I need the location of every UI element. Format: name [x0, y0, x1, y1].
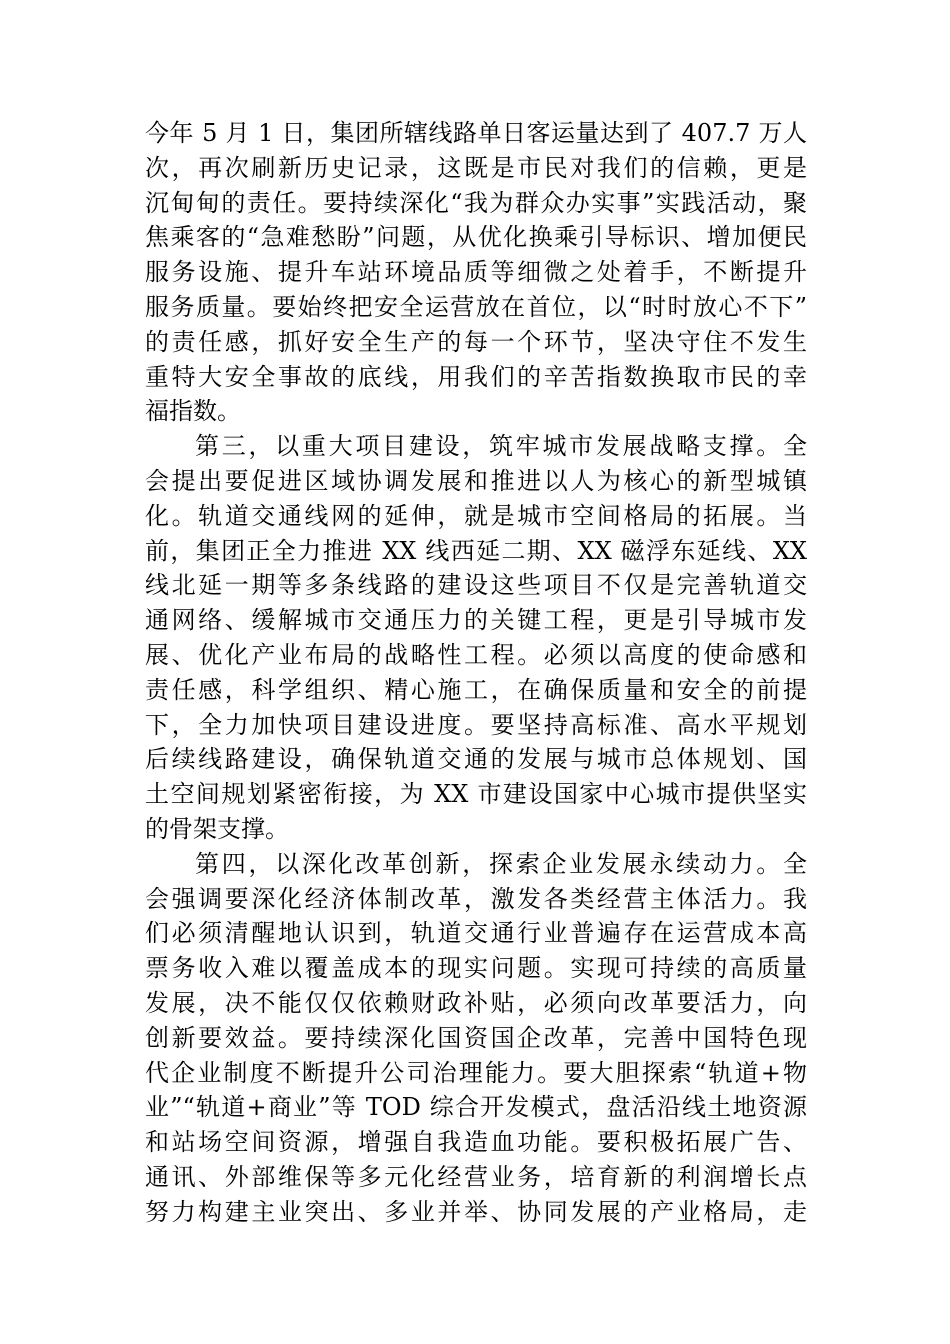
text-line: 焦乘客的“急难愁盼”问题，从优化换乘引导标识、增加便民 [145, 223, 807, 252]
text-line: 服务质量。要始终把安全运营放在首位，以“时时放心不下” [145, 292, 807, 321]
text-line: 沉甸甸的责任。要持续深化“我为群众办实事”实践活动，聚 [145, 188, 807, 217]
text-line: 展、优化产业布局的战略性工程。必须以高度的使命感和 [145, 640, 807, 669]
text-line: 责任感，科学组织、精心施工，在确保质量和安全的前提 [145, 675, 807, 704]
text-line: 福指数。 [145, 397, 241, 426]
text-line: 线北延一期等多条线路的建设这些项目不仅是完善轨道交 [145, 571, 807, 600]
document-page [145, 116, 807, 1230]
text-line: 通网络、缓解城市交通压力的关键工程，更是引导城市发 [145, 606, 807, 635]
text-line: 后续线路建设，确保轨道交通的发展与城市总体规划、国 [145, 745, 807, 774]
text-line: 和站场空间资源，增强自我造血功能。要积极拓展广告、 [145, 1128, 807, 1157]
text-line: 今年 5 月 1 日，集团所辖线路单日客运量达到了 407.7 万人 [145, 119, 807, 147]
text-line: 重特大安全事故的底线，用我们的辛苦指数换取市民的幸 [145, 362, 807, 391]
text-line: 业”“轨道+商业”等 TOD 综合开发模式，盘活沿线土地资源 [145, 1093, 807, 1122]
text-line: 的骨架支撑。 [145, 814, 289, 843]
text-line: 第四，以深化改革创新，探索企业发展永续动力。全 [195, 849, 807, 878]
text-line: 化。轨道交通线网的延伸，就是城市空间格局的拓展。当 [145, 501, 807, 530]
text-line: 会提出要促进区域协调发展和推进以人为核心的新型城镇 [145, 466, 807, 495]
text-line: 发展，决不能仅仅依赖财政补贴，必须向改革要活力，向 [145, 988, 807, 1017]
paragraph-service-quality [145, 116, 807, 429]
paragraph-third-point [145, 429, 807, 847]
text-line: 下，全力加快项目建设进度。要坚持高标准、高水平规划 [145, 710, 807, 739]
text-line: 会强调要深化经济体制改革，激发各类经营主体活力。我 [145, 884, 807, 913]
text-line: 票务收入难以覆盖成本的现实问题。实现可持续的高质量 [145, 954, 807, 983]
text-line: 前，集团正全力推进 XX 线西延二期、XX 磁浮东延线、XX [145, 536, 807, 565]
text-line: 代企业制度不断提升公司治理能力。要大胆探索“轨道+物 [145, 1058, 807, 1087]
text-line: 土空间规划紧密衔接，为 XX 市建设国家中心城市提供坚实 [145, 780, 807, 809]
text-line: 创新要效益。要持续深化国资国企改革，完善中国特色现 [145, 1023, 807, 1052]
text-line: 服务设施、提升车站环境品质等细微之处着手，不断提升 [145, 258, 807, 287]
text-line: 第三，以重大项目建设，筑牢城市发展战略支撑。全 [195, 432, 807, 461]
text-line: 努力构建主业突出、多业并举、协同发展的产业格局，走 [145, 1197, 807, 1226]
text-line: 的责任感，抓好安全生产的每一个环节，坚决守住不发生 [145, 327, 807, 356]
text-line: 们必须清醒地认识到，轨道交通行业普遍存在运营成本高 [145, 919, 807, 948]
text-line: 通讯、外部维保等多元化经营业务，培育新的利润增长点 [145, 1162, 807, 1191]
paragraph-fourth-point [145, 847, 807, 1230]
text-line: 次，再次刷新历史记录，这既是市民对我们的信赖，更是 [145, 153, 807, 182]
